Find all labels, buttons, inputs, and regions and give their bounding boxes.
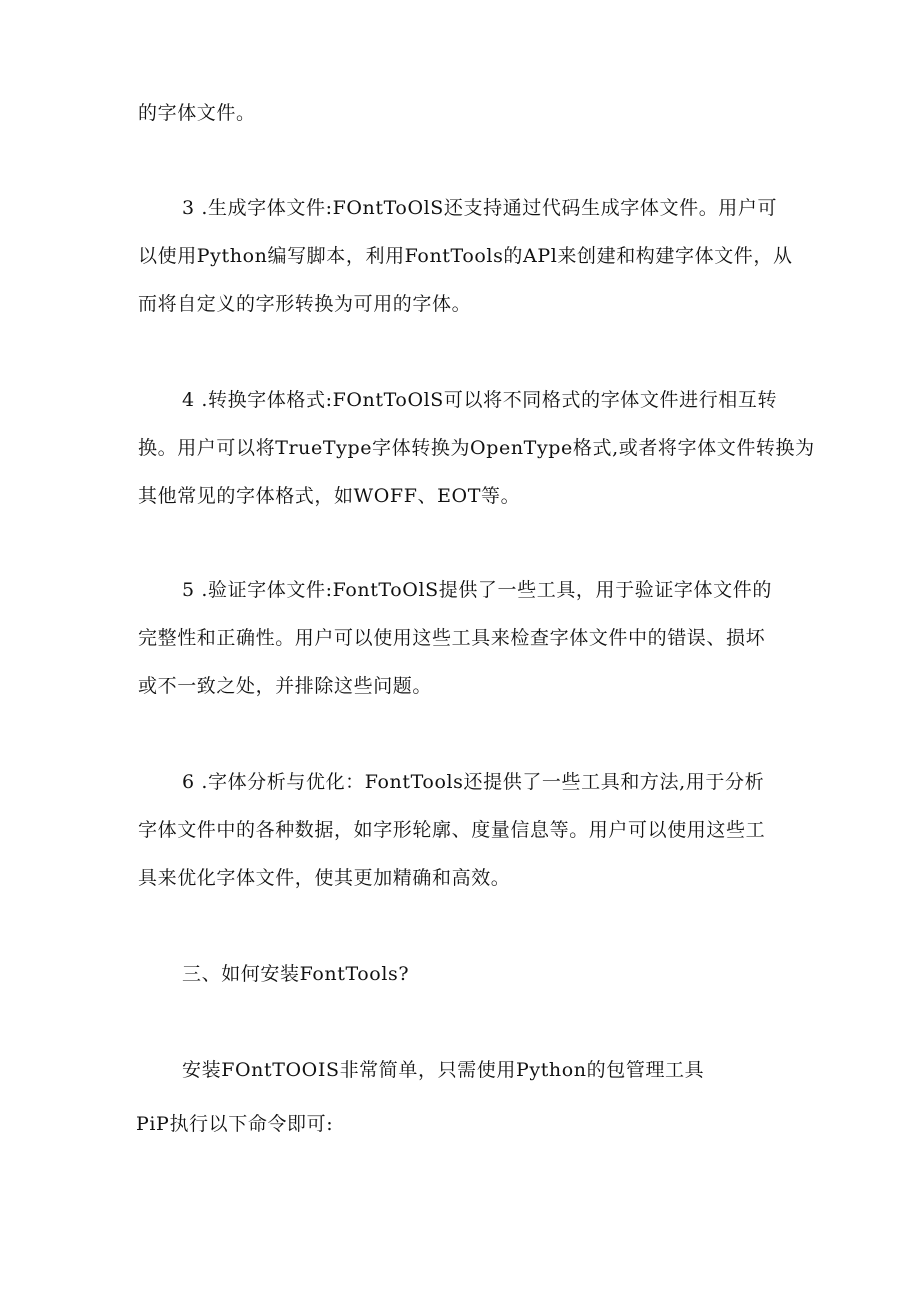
item-5-line-2: 完整性和正确性。用户可以使用这些工具来检查字体文件中的错误、损坏 [138, 627, 766, 649]
item-6-line-1: 6 .字体分析与优化：FontTools还提供了一些工具和方法,用于分析 [182, 771, 765, 793]
item-3-line-3: 而将自定义的字形转换为可用的字体。 [138, 293, 472, 315]
item-6-line-3: 具来优化字体文件，使其更加精确和高效。 [138, 867, 511, 889]
install-paragraph-line-2: PiP执行以下命令即可: [136, 1113, 334, 1135]
item-5-line-3: 或不一致之处，并排除这些问题。 [138, 675, 433, 697]
paragraph-continuation-line: 的字体文件。 [138, 102, 256, 124]
section-heading: 三、如何安装FontTools? [182, 963, 410, 985]
install-paragraph-line-1: 安装FOntTOOIS非常简单，只需使用Python的包管理工具 [182, 1059, 705, 1081]
item-5-line-1: 5 .验证字体文件:FontToOlS提供了一些工具，用于验证字体文件的 [182, 579, 772, 601]
item-4-line-2: 换。用户可以将TrueType字体转换为OpenType格式,或者将字体文件转换为 [138, 437, 815, 459]
item-3-line-1: 3 .生成字体文件:FOntToOlS还支持通过代码生成字体文件。用户可 [182, 197, 778, 219]
item-3-line-2: 以使用Python编写脚本，利用FontTools的APl来创建和构建字体文件，从 [138, 245, 793, 267]
item-6-line-2: 字体文件中的各种数据，如字形轮廓、度量信息等。用户可以使用这些工 [138, 819, 766, 841]
item-4-line-1: 4 .转换字体格式:FOntToOlS可以将不同格式的字体文件进行相互转 [182, 389, 778, 411]
item-4-line-3: 其他常见的字体格式，如WOFF、EOT等。 [138, 485, 521, 507]
